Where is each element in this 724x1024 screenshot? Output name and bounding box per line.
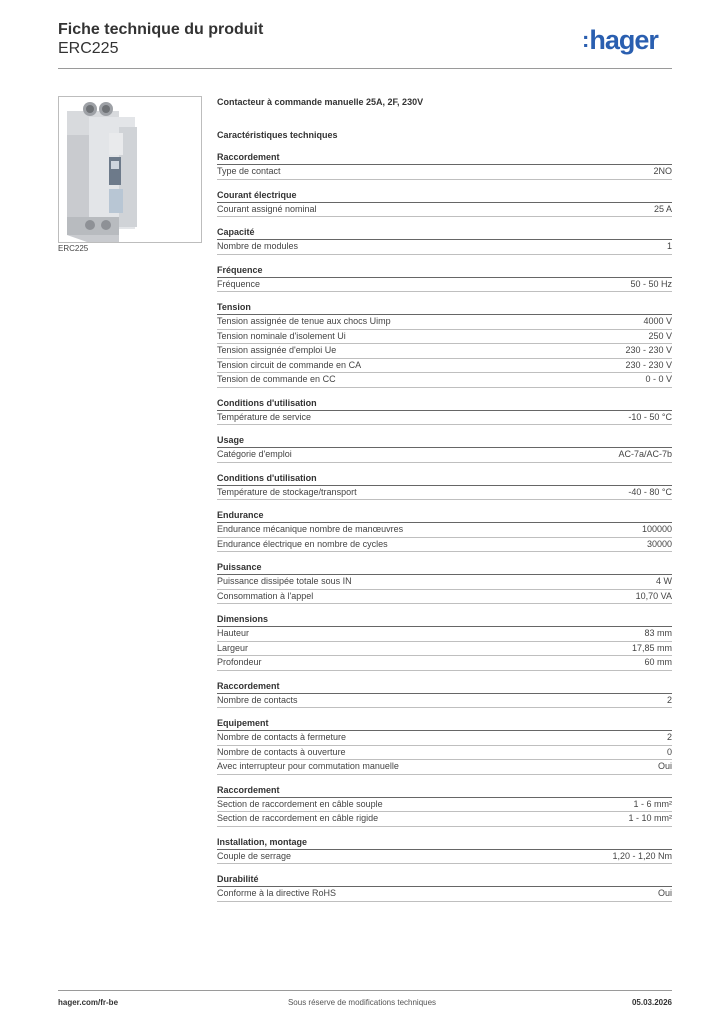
spec-label: Courant assigné nominal [217,203,317,214]
spec-label: Avec interrupteur pour commutation manuelle [217,761,399,771]
spec-label: Section de raccordement en câble rigide [217,813,379,823]
section-heading: Capacité [217,226,672,240]
spec-section [217,873,672,902]
section-heading: Puissance [217,561,672,575]
spec-section [217,784,672,827]
spec-value: 17,85 mm [631,642,672,653]
spec-row [217,315,672,330]
spec-value: 25 A [653,203,672,214]
spec-row [217,760,672,775]
image-caption: ERC225 [58,244,89,253]
spec-section [217,226,672,255]
footer-date: 05.03.2026 [631,998,672,1007]
product-name: Contacteur à commande manuelle 25A, 2F, 230V [217,97,424,107]
section-heading: Conditions d'utilisation [217,397,672,411]
spec-value: 30000 [646,538,672,549]
section-heading: Endurance [217,509,672,523]
hager-logo: :hager [582,25,658,55]
spec-value: 2NO [653,166,672,176]
footer-website[interactable]: hager.com/fr-be [58,998,119,1007]
spec-row [217,694,672,709]
spec-row [217,887,672,902]
header-divider [58,68,672,69]
spec-sections [217,151,672,902]
section-heading: Raccordement [217,151,672,165]
spec-section [217,189,672,218]
section-heading: Installation, montage [217,836,672,850]
spec-value: 10,70 VA [635,590,672,601]
spec-value: 0 [666,746,672,757]
spec-label: Température de service [217,411,312,422]
section-heading: Courant électrique [217,189,672,203]
document-header [58,20,263,58]
spec-row [217,373,672,388]
spec-row [217,523,672,538]
spec-value: 230 - 230 V [625,359,672,370]
spec-value: 2 [666,694,672,705]
spec-value: 230 - 230 V [625,345,672,355]
section-heading: Usage [217,434,672,448]
spec-section [217,264,672,293]
spec-row [217,330,672,345]
spec-section [217,717,672,775]
spec-section [217,472,672,501]
spec-row [217,590,672,605]
spec-row [217,359,672,374]
spec-value: 60 mm [644,657,672,667]
footer-disclaimer: Sous réserve de modifications techniques [287,998,437,1007]
spec-label: Endurance électrique en nombre de cycles [217,538,388,549]
spec-value: 0 - 0 V [645,374,672,384]
spec-row [217,278,672,293]
section-heading: Fréquence [217,264,672,278]
spec-label: Conforme à la directive RoHS [217,888,337,898]
logo-text: hager [589,25,658,55]
spec-label: Nombre de contacts à fermeture [217,732,347,742]
spec-row [217,627,672,642]
contactor-illustration-icon [59,97,201,242]
spec-section [217,680,672,709]
spec-section [217,836,672,865]
spec-value: 4 W [655,576,672,586]
spec-label: Catégorie d'emploi [217,449,292,459]
spec-section [217,397,672,426]
spec-row [217,344,672,359]
spec-value: Oui [657,888,672,898]
spec-label: Tension nominale d'isolement Ui [217,330,346,341]
spec-label: Consommation à l'appel [217,590,314,601]
spec-label: Largeur [217,642,249,653]
spec-row [217,575,672,590]
spec-value: 83 mm [644,628,672,638]
spec-value: 100000 [641,524,672,534]
document-title: Fiche technique du produit [58,21,264,38]
spec-value: 50 - 50 Hz [630,278,672,289]
spec-section [217,561,672,604]
spec-label: Température de stockage/transport [217,486,357,497]
spec-row [217,746,672,761]
spec-label: Section de raccordement en câble souple [217,798,383,809]
spec-value: -40 - 80 °C [628,486,672,497]
spec-label: Nombre de contacts [217,694,298,705]
spec-value: 1 - 10 mm² [628,813,672,823]
spec-section [217,509,672,552]
spec-row [217,486,672,501]
spec-section [217,301,672,388]
section-heading: Raccordement [217,784,672,798]
section-heading: Durabilité [217,873,672,887]
spec-row [217,850,672,865]
spec-section [217,613,672,671]
spec-label: Tension assignée d'emploi Ue [217,345,337,355]
spec-row [217,642,672,657]
spec-label: Profondeur [217,657,262,667]
spec-row [217,240,672,255]
spec-title: Caractéristiques techniques [217,130,338,140]
footer-divider [58,990,672,991]
spec-row [217,203,672,218]
spec-row [217,798,672,813]
spec-value: 4000 V [643,316,672,326]
spec-row [217,731,672,746]
section-heading: Conditions d'utilisation [217,472,672,486]
spec-value: 250 V [648,330,672,341]
product-image [58,96,202,243]
spec-label: Tension assignée de tenue aux chocs Uimp [217,316,391,326]
spec-row [217,538,672,553]
section-heading: Dimensions [217,613,672,627]
spec-label: Hauteur [217,628,250,638]
section-heading: Raccordement [217,680,672,694]
spec-row [217,448,672,463]
spec-content [217,95,672,902]
spec-value: 1,20 - 1,20 Nm [612,850,672,861]
spec-label: Couple de serrage [217,850,292,861]
spec-label: Puissance dissipée totale sous IN [217,576,352,586]
spec-label: Nombre de contacts à ouverture [217,746,346,757]
section-heading: Equipement [217,717,672,731]
spec-row [217,411,672,426]
spec-row [217,656,672,671]
spec-section [217,151,672,180]
section-heading: Tension [217,301,672,315]
spec-row [217,165,672,180]
spec-section [217,434,672,463]
product-reference: ERC225 [58,40,119,57]
spec-value: 1 [666,241,672,251]
spec-label: Nombre de modules [217,241,299,251]
spec-label: Endurance mécanique nombre de manœuvres [217,524,404,534]
spec-row [217,812,672,827]
spec-label: Tension de commande en CC [217,374,336,384]
spec-label: Type de contact [217,166,281,176]
spec-value: 1 - 6 mm² [633,798,672,809]
spec-value: -10 - 50 °C [628,411,672,422]
spec-value: Oui [657,761,672,771]
spec-label: Fréquence [217,278,261,289]
spec-label: Tension circuit de commande en CA [217,359,362,370]
spec-value: 2 [666,732,672,742]
spec-value: AC-7a/AC-7b [618,449,672,459]
